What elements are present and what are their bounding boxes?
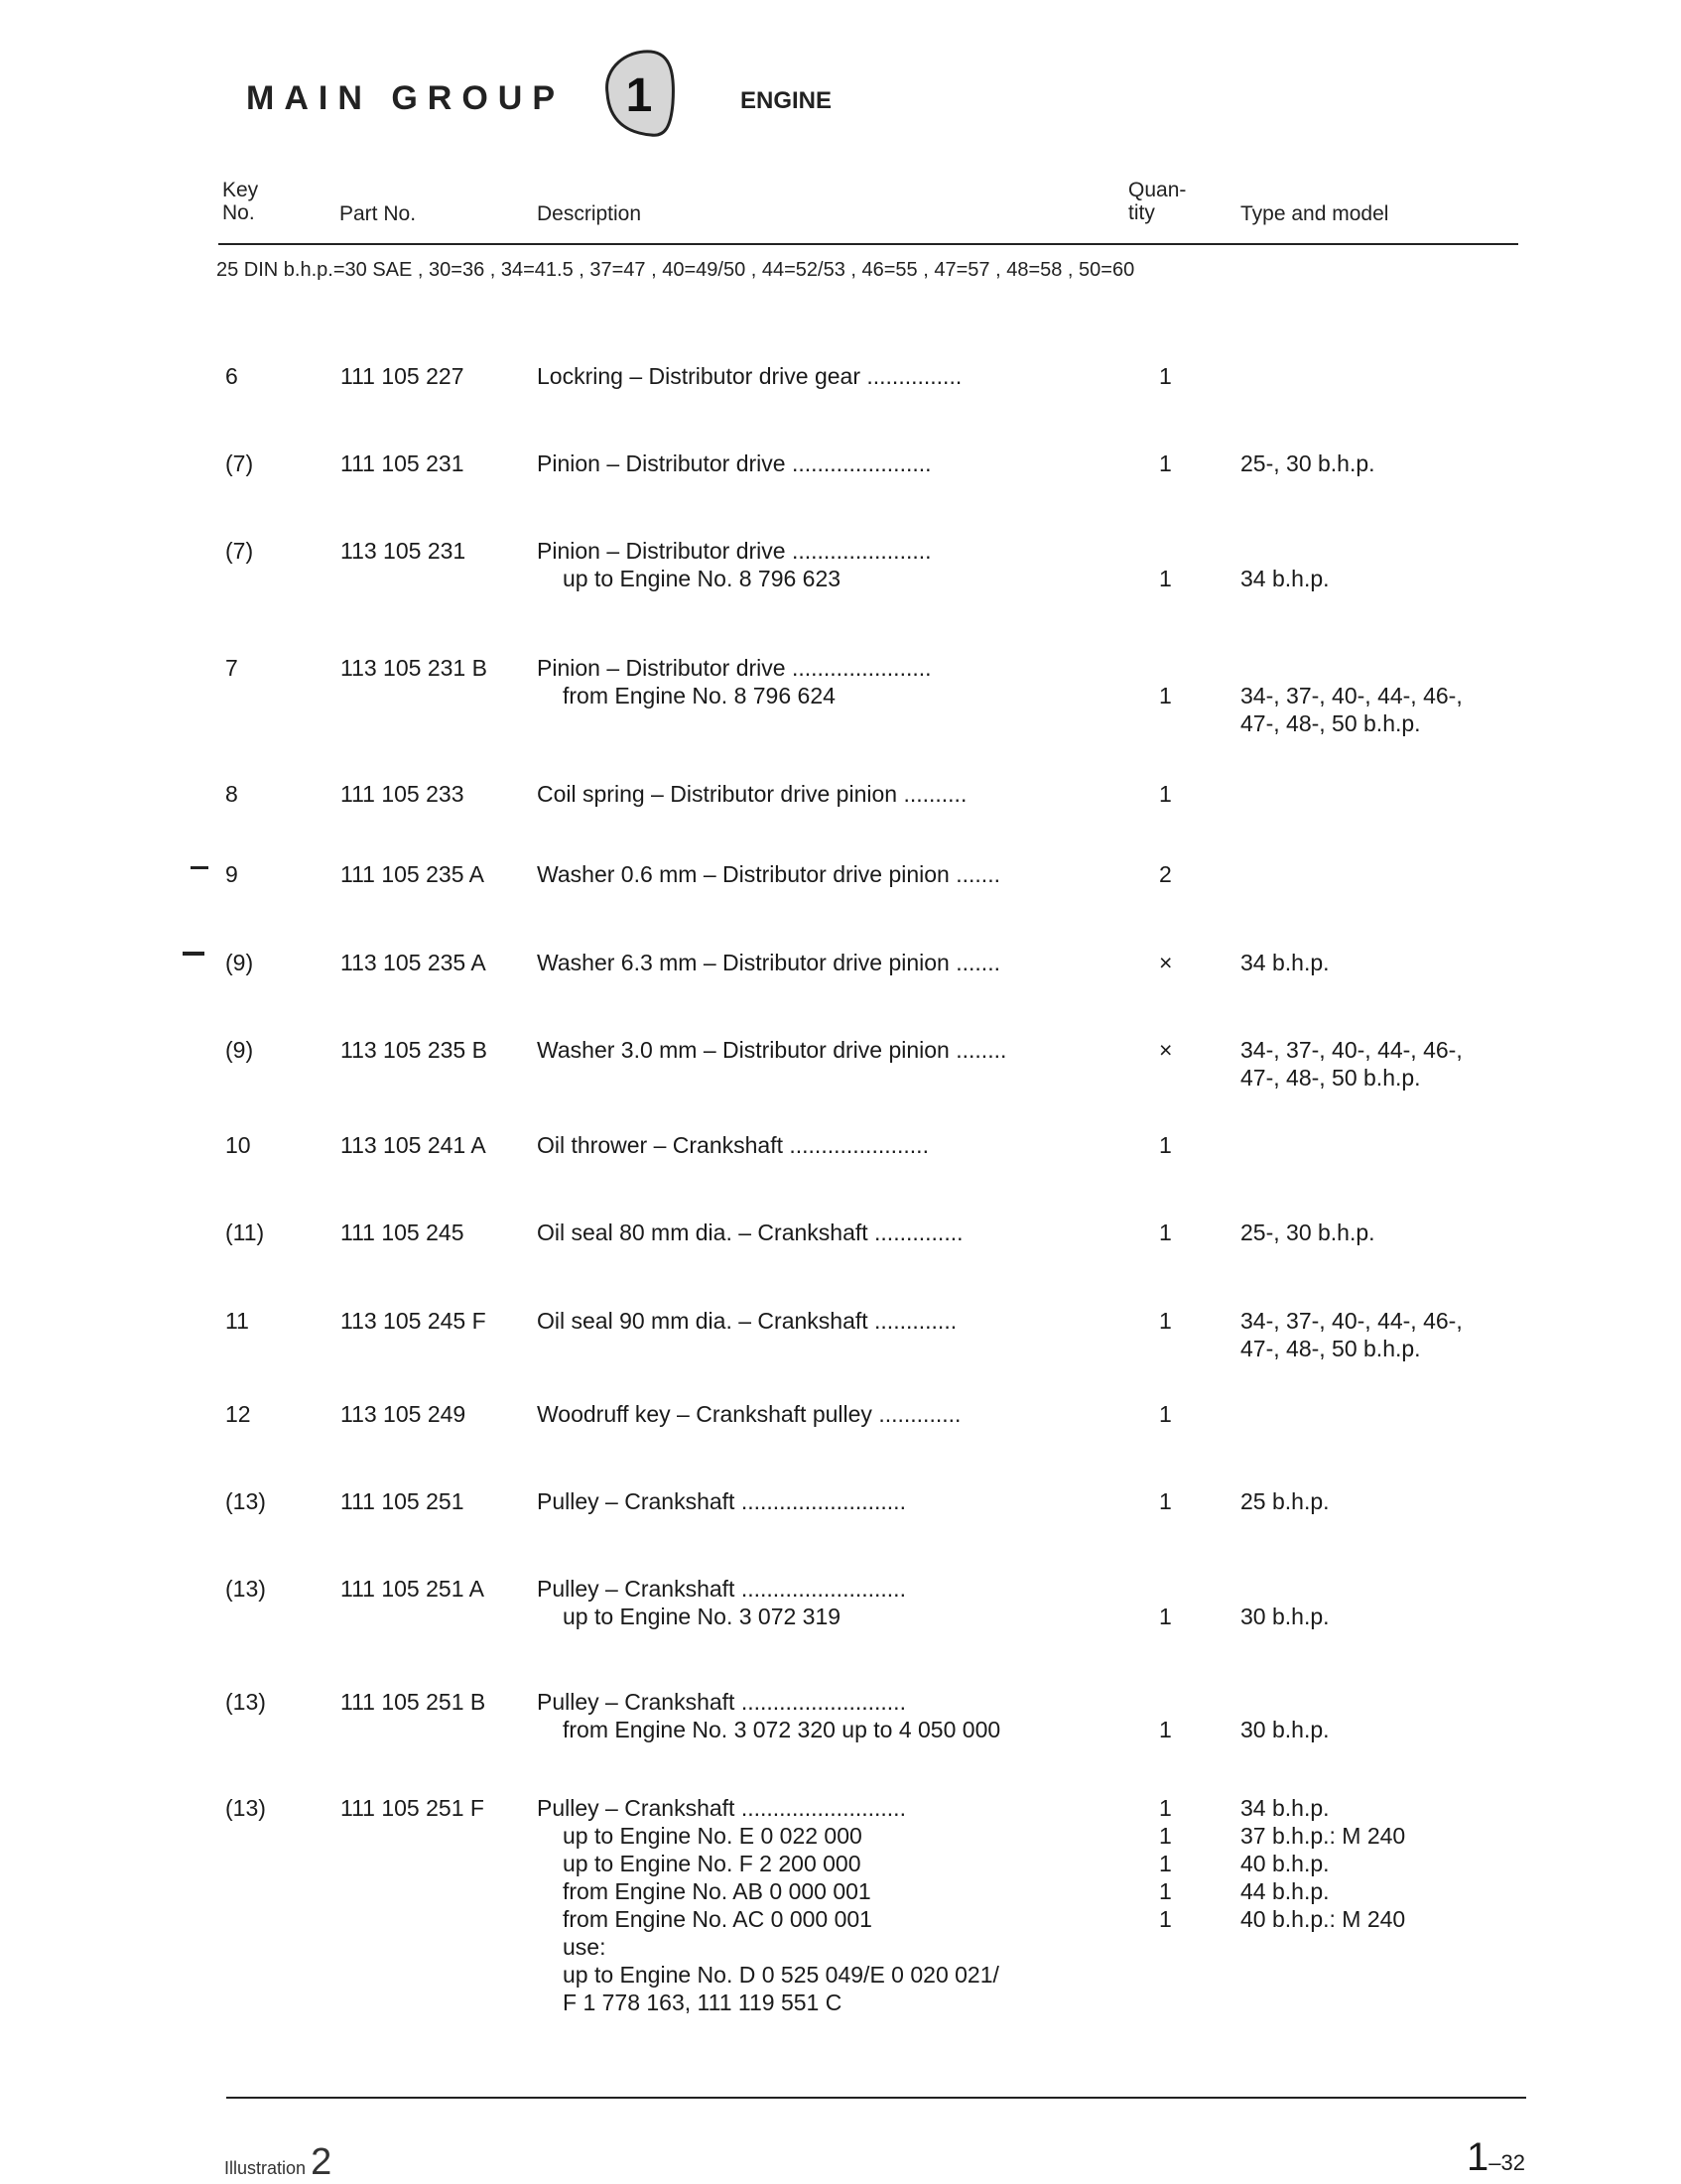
type-line: 34 b.h.p. [1240,566,1330,591]
column-header-key: Key No. [222,179,259,224]
type-line [1240,654,1463,682]
description-line: up to Engine No. 8 796 623 [563,566,841,591]
type-line: 30 b.h.p. [1240,1604,1330,1629]
quantity [1159,1219,1189,1246]
quantity [1159,780,1189,808]
description [537,949,1000,976]
key-number: 9 [225,861,238,887]
type-and-model [1240,450,1375,477]
quantity [1159,537,1189,592]
quantity [1159,1400,1189,1428]
illustration-label: Illustration 2 [224,2141,332,2183]
description-line: from Engine No. 3 072 320 up to 4 050 000 [563,1717,1001,1742]
key-number: (13) [225,1689,266,1715]
description [537,537,932,592]
type-line [1240,1688,1330,1716]
group-number: 1 [625,69,653,122]
quantity [1159,1688,1189,1743]
part-number: 111 105 231 [340,450,464,476]
description-line: up to Engine No. F 2 200 000 [563,1851,861,1876]
type-line: 47-, 48-, 50 b.h.p. [1240,1065,1421,1091]
key-number: (13) [225,1488,266,1514]
description [537,780,967,808]
description [537,362,962,390]
description-line: up to Engine No. 3 072 319 [563,1604,841,1629]
quantity [1159,654,1189,709]
type-line: 25-, 30 b.h.p. [1240,450,1375,476]
description-line: Oil thrower – Crankshaft ...................... [537,1132,929,1158]
description-line: from Engine No. AB 0 000 001 [563,1878,871,1904]
quantity-line: 1 [1159,1717,1172,1742]
description-line: Pulley – Crankshaft .......................... [537,1576,906,1602]
part-number: 113 105 245 F [340,1308,486,1334]
quantity [1159,860,1189,888]
quantity-line [1159,1688,1189,1716]
type-and-model [1240,949,1330,976]
quantity-line: 1 [1159,566,1172,591]
key-number: (9) [225,950,254,975]
description-line: Washer 0.6 mm – Distributor drive pinion ....... [537,861,1000,887]
conversion-note: 25 DIN b.h.p.=30 SAE , 30=36 , 34=41.5 , 37=47 , 40=49/50 , 44=52/53 , 46=55 , 47=57 , 48=58 , 50=60 [216,259,1135,281]
part-number: 111 105 251 A [340,1576,484,1602]
column-header-description: Description [537,202,642,225]
description-line: up to Engine No. E 0 022 000 [563,1823,862,1849]
quantity-line: 1 [1159,1220,1172,1245]
description [537,1400,961,1428]
type-and-model [1240,1307,1463,1362]
type-line: 34-, 37-, 40-, 44-, 46-, [1240,1037,1463,1063]
quantity [1159,1131,1189,1159]
quantity [1159,1575,1189,1630]
type-line: 25 b.h.p. [1240,1488,1330,1514]
main-group-title: MAIN GROUP [246,79,565,117]
key-number: (7) [225,538,254,564]
description [537,1036,1006,1064]
description-line: Washer 3.0 mm – Distributor drive pinion ........ [537,1037,1007,1063]
part-number: 113 105 231 [340,538,466,564]
description-line: Woodruff key – Crankshaft pulley ............. [537,1401,962,1427]
quantity [1159,1794,1189,1933]
quantity-line: × [1159,1037,1173,1063]
part-number: 111 105 251 B [340,1689,486,1715]
description-line: Pulley – Crankshaft .......................... [537,1795,906,1821]
quantity-line: 1 [1159,1795,1172,1821]
type-and-model [1240,1487,1330,1515]
key-number: (13) [225,1576,266,1602]
description-line: Pinion – Distributor drive ...................... [537,655,932,681]
key-number: 8 [225,781,238,807]
type-and-model [1240,1794,1405,1933]
quantity-line: 1 [1159,1604,1172,1629]
quantity-line [1159,654,1189,682]
type-and-model [1240,1688,1330,1743]
description-line: from Engine No. AC 0 000 001 [563,1906,872,1932]
description-line: Pinion – Distributor drive ...................... [537,450,932,476]
type-line: 34 b.h.p. [1240,950,1330,975]
quantity-line: 1 [1159,363,1172,389]
part-number: 111 105 233 [340,781,464,807]
description-line: Pulley – Crankshaft .......................... [537,1488,906,1514]
description [537,1307,957,1335]
key-number: (7) [225,450,254,476]
type-and-model [1240,1575,1330,1630]
footer-rule [226,2097,1526,2099]
key-number: 6 [225,363,238,389]
type-line: 44 b.h.p. [1240,1878,1330,1904]
type-and-model [1240,654,1463,737]
quantity-line [1159,537,1189,565]
type-line: 47-, 48-, 50 b.h.p. [1240,1336,1421,1361]
description [537,1794,999,2016]
part-number: 113 105 241 A [340,1132,486,1158]
quantity [1159,1036,1189,1064]
quantity-line: 1 [1159,1878,1172,1904]
description [537,1131,929,1159]
description-line: Pinion – Distributor drive ...................... [537,538,932,564]
part-number: 113 105 235 B [340,1037,487,1063]
description [537,1688,1000,1743]
key-number: 12 [225,1401,251,1427]
description-line: Oil seal 90 mm dia. – Crankshaft ............. [537,1308,958,1334]
quantity-line: 2 [1159,861,1172,887]
type-and-model [1240,537,1330,592]
type-line: 25-, 30 b.h.p. [1240,1220,1375,1245]
part-number: 111 105 227 [340,363,464,389]
key-number: 7 [225,655,238,681]
description [537,860,1000,888]
type-line: 30 b.h.p. [1240,1717,1330,1742]
quantity-line: 1 [1159,1401,1172,1427]
type-line: 34-, 37-, 40-, 44-, 46-, [1240,1308,1463,1334]
page-number: 1–32 [1467,2135,1525,2179]
description [537,1487,906,1515]
quantity-line: 1 [1159,781,1172,807]
column-header-part: Part No. [339,202,417,225]
description-line: F 1 778 163, 111 119 551 C [563,1990,842,2015]
part-number: 113 105 249 [340,1401,466,1427]
description [537,450,932,477]
type-line: 34-, 37-, 40-, 44-, 46-, [1240,683,1463,708]
type-line [1240,1575,1330,1603]
type-line: 34 b.h.p. [1240,1795,1330,1821]
quantity-line: 1 [1159,1132,1172,1158]
group-number-badge [599,44,677,143]
part-number: 111 105 251 [340,1488,464,1514]
description [537,1575,906,1630]
quantity-line: 1 [1159,1823,1172,1849]
type-line [1240,537,1330,565]
key-number: 11 [225,1308,249,1334]
part-number: 111 105 251 F [340,1795,484,1821]
type-line: 40 b.h.p.: M 240 [1240,1906,1406,1932]
quantity-line: 1 [1159,1308,1172,1334]
part-number: 111 105 245 [340,1220,464,1245]
margin-mark [183,952,204,956]
part-number: 111 105 235 A [340,861,484,887]
key-number: (13) [225,1795,266,1821]
illustration-number: 2 [311,2141,332,2183]
quantity [1159,1307,1189,1335]
quantity-line [1159,1575,1189,1603]
type-line: 47-, 48-, 50 b.h.p. [1240,710,1421,736]
column-header-type: Type and model [1240,202,1389,225]
quantity [1159,1487,1189,1515]
quantity-line: 1 [1159,683,1172,708]
quantity-line: × [1159,950,1173,975]
description-line: Lockring – Distributor drive gear ............... [537,363,963,389]
column-header-quantity: Quan- tity [1128,179,1187,224]
quantity-line: 1 [1159,1488,1172,1514]
description-line: Oil seal 80 mm dia. – Crankshaft .............. [537,1220,964,1245]
part-number: 113 105 231 B [340,655,487,681]
margin-mark [191,866,208,869]
quantity-line: 1 [1159,450,1172,476]
description-line: up to Engine No. D 0 525 049/E 0 020 021/ [563,1962,999,1988]
description-line: from Engine No. 8 796 624 [563,683,836,708]
description-line: Coil spring – Distributor drive pinion .......... [537,781,968,807]
type-line: 37 b.h.p.: M 240 [1240,1823,1406,1849]
description-line: Pulley – Crankshaft .......................... [537,1689,906,1715]
description [537,1219,964,1246]
header-rule [218,243,1518,245]
description [537,654,932,709]
quantity [1159,450,1189,477]
description-line: Washer 6.3 mm – Distributor drive pinion ....... [537,950,1000,975]
key-number: (11) [225,1220,265,1245]
quantity-line: 1 [1159,1851,1172,1876]
quantity [1159,949,1189,976]
quantity-line: 1 [1159,1906,1172,1932]
page-sub-number: –32 [1488,2150,1525,2175]
key-number: 10 [225,1132,251,1158]
part-number: 113 105 235 A [340,950,486,975]
type-and-model [1240,1219,1375,1246]
type-and-model [1240,1036,1463,1092]
description-line: use: [563,1934,606,1960]
type-line: 40 b.h.p. [1240,1851,1330,1876]
quantity [1159,362,1189,390]
section-title: ENGINE [740,87,833,114]
key-number: (9) [225,1037,254,1063]
